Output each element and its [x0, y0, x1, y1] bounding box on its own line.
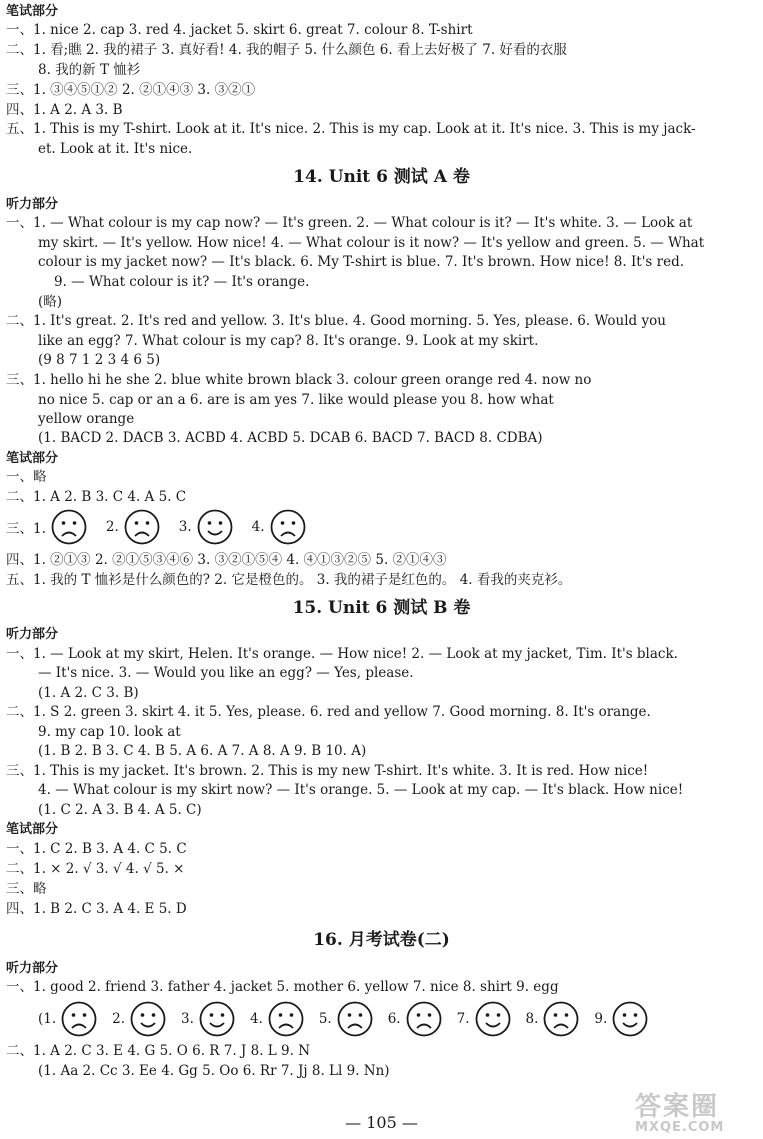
- answer-line: (1. BACD 2. DACB 3. ACBD 4. ACBD 5. DCAB 6. BACD 7. BACD 8. CDBA): [38, 430, 543, 446]
- answer-line: (1. C 2. A 3. B 4. A 5. C): [38, 802, 202, 818]
- answer-line: 一、1. — What colour is my cap now? — It's green. 2. — What colour is it? — It's white. 3. — Look at: [6, 215, 693, 231]
- answer-line: 四、1. ②①③ 2. ②①⑤③④⑥ 3. ③②①⑤④ 4. ④①③②⑤ 5. ②①④③: [6, 552, 447, 568]
- item-number: 3.: [181, 1011, 194, 1027]
- item-number: 三、1.: [6, 521, 46, 537]
- answer-line: (略): [38, 294, 63, 310]
- section-title: 14. Unit 6 测试 A 卷: [293, 167, 470, 187]
- answer-line: 二、1. × 2. √ 3. √ 4. √ 5. ×: [6, 861, 185, 877]
- answer-line: colour is my jacket now? — It's black. 6. My T-shirt is blue. 7. It's brown. How nice! 8. It's red.: [38, 254, 685, 270]
- answer-line: 二、1. 看;瞧 2. 我的裙子 3. 真好看! 4. 我的帽子 5. 什么颜色 6. 看上去好极了 7. 好看的衣服: [6, 42, 567, 58]
- item-number: 3.: [178, 519, 192, 535]
- answer-line: 9. — What colour is it? — It's orange.: [54, 274, 310, 290]
- item-number: 2.: [105, 519, 119, 535]
- answer-line: 4. — What colour is my skirt now? — It's orange. 5. — Look at my cap. — It's black. How nice!: [38, 782, 684, 798]
- section-heading: 听力部分: [6, 961, 59, 976]
- section-heading: 笔试部分: [6, 822, 59, 837]
- sad-face-icon: [123, 508, 161, 546]
- answer-line: (9 8 7 1 2 3 4 6 5): [38, 352, 161, 368]
- section-title: 16. 月考试卷(二): [313, 930, 450, 950]
- sad-face-icon: [542, 1000, 580, 1038]
- happy-face-icon: [198, 1000, 236, 1038]
- answer-line: 二、1. A 2. C 3. E 4. G 5. O 6. R 7. J 8. L 9. N: [6, 1043, 311, 1059]
- happy-face-icon: [196, 508, 234, 546]
- answer-line: 五、1. 我的 T 恤衫是什么颜色的? 2. 它是橙色的。 3. 我的裙子是红色的。 4. 看我的夹克衫。: [6, 572, 572, 588]
- answer-line: 四、1. B 2. C 3. A 4. E 5. D: [6, 901, 187, 917]
- watermark: [635, 1093, 755, 1137]
- item-number: 9.: [594, 1011, 608, 1027]
- answer-line: 一、略: [6, 469, 47, 485]
- section-heading: 笔试部分: [6, 451, 59, 466]
- item-number: 2.: [112, 1011, 126, 1027]
- watermark-text: 答案圈: [635, 1092, 720, 1122]
- answer-line: 三、1. ③④⑤①② 2. ②①④③ 3. ③②①: [6, 82, 256, 98]
- answer-line: 一、1. — Look at my skirt, Helen. It's orange. — How nice! 2. — Look at my jacket, Tim. It's black.: [6, 646, 678, 662]
- answer-line: yellow orange: [38, 411, 135, 427]
- answer-line: like an egg? 7. What colour is my cap? 8. It's orange. 9. Look at my skirt.: [38, 333, 539, 349]
- answer-line: 三、1. hello hi he she 2. blue white brown black 3. colour green orange red 4. now no: [6, 372, 592, 388]
- happy-face-icon: [129, 1000, 167, 1038]
- section-heading: 听力部分: [6, 197, 59, 212]
- answer-line: — It's nice. 3. — Would you like an egg? — Yes, please.: [38, 665, 414, 681]
- face-answer-row: [6, 508, 763, 548]
- sad-face-icon: [269, 508, 307, 546]
- answer-line: 一、1. nice 2. cap 3. red 4. jacket 5. skirt 6. great 7. colour 8. T-shirt: [6, 22, 473, 38]
- item-number: 4.: [251, 519, 265, 535]
- section-title: 15. Unit 6 测试 B 卷: [292, 598, 471, 618]
- answer-line: 二、1. A 2. B 3. C 4. A 5. C: [6, 489, 187, 505]
- answer-line: my skirt. — It's yellow. How nice! 4. — What colour is it now? — It's yellow and green. 5. — What: [38, 235, 705, 251]
- item-number: 7.: [456, 1011, 470, 1027]
- face-answer-row: [38, 1000, 763, 1040]
- sad-face-icon: [60, 1000, 98, 1038]
- item-number: 8.: [525, 1011, 539, 1027]
- item-number: 5.: [318, 1011, 332, 1027]
- sad-face-icon: [50, 508, 88, 546]
- sad-face-icon: [336, 1000, 374, 1038]
- item-number: 6.: [387, 1011, 401, 1027]
- section-heading: 听力部分: [6, 627, 59, 642]
- item-number: (1.: [38, 1011, 57, 1027]
- answer-line: 一、1. good 2. friend 3. father 4. jacket 5. mother 6. yellow 7. nice 8. shirt 9. egg: [6, 979, 559, 995]
- sad-face-icon: [267, 1000, 305, 1038]
- answer-line: 二、1. It's great. 2. It's red and yellow. 3. It's blue. 4. Good morning. 5. Yes, please. 6. Would you: [6, 313, 666, 329]
- answer-line: 8. 我的新 T 恤衫: [38, 62, 141, 78]
- watermark-url: MXQE.COM: [635, 1120, 725, 1135]
- answer-line: 四、1. A 2. A 3. B: [6, 102, 123, 118]
- happy-face-icon: [611, 1000, 649, 1038]
- item-number: 4.: [249, 1011, 263, 1027]
- answer-line: (1. B 2. B 3. C 4. B 5. A 6. A 7. A 8. A 9. B 10. A): [38, 743, 367, 759]
- answer-line: 五、1. This is my T-shirt. Look at it. It's nice. 2. This is my cap. Look at it. It's nice. 3. This is my jack-: [6, 121, 696, 137]
- answer-line: 9. my cap 10. look at: [38, 724, 181, 740]
- happy-face-icon: [474, 1000, 512, 1038]
- section-heading: 笔试部分: [6, 4, 59, 19]
- answer-line: et. Look at it. It's nice.: [38, 141, 193, 157]
- sad-face-icon: [405, 1000, 443, 1038]
- answer-line: 二、1. S 2. green 3. skirt 4. it 5. Yes, please. 6. red and yellow 7. Good morning. 8. It's orange.: [6, 704, 651, 720]
- answer-line: no nice 5. cap or an a 6. are is am yes 7. like would please you 8. how what: [38, 392, 554, 408]
- answer-line: 一、1. C 2. B 3. A 4. C 5. C: [6, 841, 187, 857]
- answer-line: 三、1. This is my jacket. It's brown. 2. This is my new T-shirt. It's white. 3. It is red. How nice!: [6, 763, 649, 779]
- page-number: — 105 —: [345, 1113, 418, 1132]
- answer-line: (1. A 2. C 3. B): [38, 685, 139, 701]
- answer-line: 三、略: [6, 881, 47, 897]
- answer-line: (1. Aa 2. Cc 3. Ee 4. Gg 5. Oo 6. Rr 7. Jj 8. Ll 9. Nn): [38, 1063, 390, 1079]
